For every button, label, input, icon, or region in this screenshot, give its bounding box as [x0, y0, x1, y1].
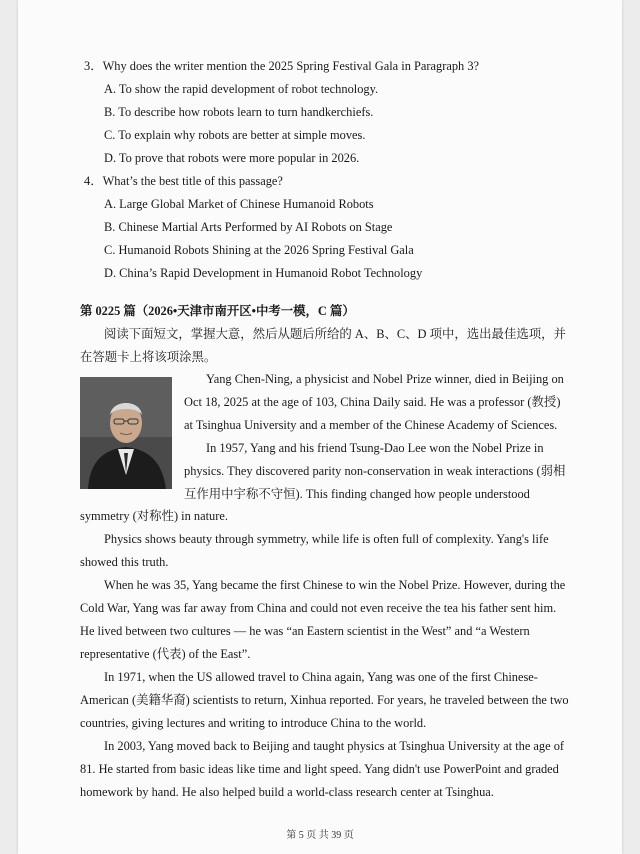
question-4-stem: 4．What’s the best title of this passage?	[84, 174, 283, 188]
passage-line-2: Oct 18, 2025 at the age of 103, China Daily said. He was a professor (教授)	[184, 395, 561, 409]
question-3-option-b: B. To describe how robots learn to turn handkerchiefs.	[104, 105, 374, 119]
portrait-photo	[80, 377, 172, 489]
passage-line-10: When he was 35, Yang became the first Chinese to win the Nobel Prize. However, during the	[104, 578, 566, 592]
section-title: 第 0225 篇（2026•天津市南开区•中考一模，C 篇）	[80, 304, 355, 318]
passage-line-11: Cold War, Yang was far away from China and could not even receive the tea his father sent him.	[80, 601, 557, 615]
passage-line-7: symmetry (对称性) in nature.	[80, 509, 228, 523]
passage-line-9: showed this truth.	[80, 555, 169, 569]
passage-line-18: 81. He started from basic ideas like time and light speed. Yang didn't use PowerPoint and graded	[80, 762, 559, 776]
question-3-option-d: D. To prove that robots were more popular in 2026.	[104, 151, 360, 165]
passage-line-3: at Tsinghua University and a member of the Chinese Academy of Sciences.	[184, 418, 558, 432]
passage-line-5: physics. They discovered parity non-conservation in weak interactions (弱相	[184, 464, 566, 478]
question-4-option-a: A. Large Global Market of Chinese Humanoid Robots	[104, 197, 374, 211]
question-3-stem: 3．Why does the writer mention the 2025 Spring Festival Gala in Paragraph 3?	[84, 59, 480, 73]
passage-line-13: representative (代表) of the East”.	[80, 647, 251, 661]
passage-line-16: countries, giving lectures and writing to introduce China to the world.	[80, 716, 427, 730]
passage-line-8: Physics shows beauty through symmetry, while life is often full of complexity. Yang's life	[104, 532, 549, 546]
passage-line-12: He lived between two cultures — he was “an Eastern scientist in the West” and “a Western	[80, 624, 530, 638]
passage-line-6: 互作用中宇称不守恒). This finding changed how people understood	[184, 487, 530, 501]
page-footer: 第 5 页 共 39 页	[286, 830, 354, 841]
passage-line-4: In 1957, Yang and his friend Tsung-Dao Lee won the Nobel Prize in	[206, 441, 544, 455]
document-page	[18, 0, 622, 854]
passage-line-14: In 1971, when the US allowed travel to China again, Yang was one of the first Chinese-	[104, 670, 538, 684]
passage-line-1: Yang Chen-Ning, a physicist and Nobel Prize winner, died in Beijing on	[206, 372, 564, 386]
question-3-option-a: A. To show the rapid development of robot technology.	[104, 82, 379, 96]
passage-line-19: homework by hand. He also helped build a world-class research center at Tsinghua.	[80, 785, 494, 799]
passage-line-15: American (美籍华裔) scientists to return, Xinhua reported. For years, he traveled between the two	[80, 693, 569, 707]
portrait-illustration	[80, 377, 172, 489]
question-4-option-c: C. Humanoid Robots Shining at the 2026 Spring Festival Gala	[104, 243, 414, 257]
question-4-option-d: D. China’s Rapid Development in Humanoid Robot Technology	[104, 266, 423, 280]
section-instruction-line-2: 在答题卡上将该项涂黑。	[80, 350, 217, 364]
section-instruction-line-1: 阅读下面短文，掌握大意，然后从题后所给的 A、B、C、D 项中，选出最佳选项，并	[104, 327, 566, 341]
passage-line-17: In 2003, Yang moved back to Beijing and taught physics at Tsinghua University at the age of	[104, 739, 565, 753]
question-4-option-b: B. Chinese Martial Arts Performed by AI Robots on Stage	[104, 220, 393, 234]
question-3-option-c: C. To explain why robots are better at simple moves.	[104, 128, 366, 142]
